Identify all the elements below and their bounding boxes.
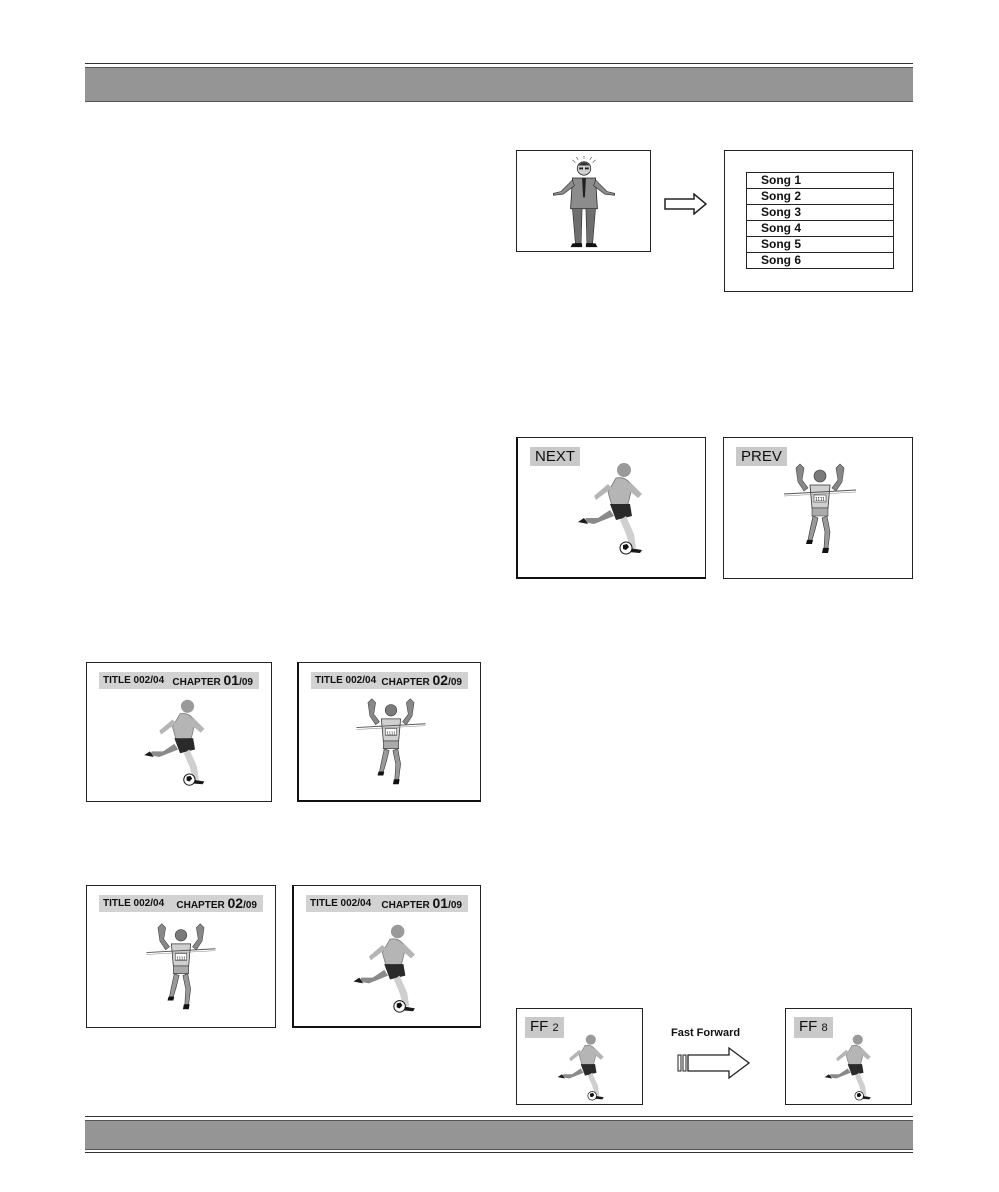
ff-before-osd: FF 2 [525,1017,564,1038]
header-rule-top [85,63,913,64]
chapter-counter: CHAPTER 01/09 [381,895,462,911]
prev-osd-label: PREV [736,447,787,466]
chapter-frame-row2-left [86,885,276,1028]
title-chapter-osd [99,672,259,689]
title-counter: TITLE 002/04 [103,675,165,686]
menu-demo-frame-song-list [724,150,913,292]
soccer-player-icon [549,1031,621,1103]
skip-next-frame [516,437,706,579]
shrugging-man-icon [529,155,639,251]
soccer-player-icon [816,1031,888,1103]
ff-before-frame [516,1008,643,1105]
title-counter: TITLE 002/04 [310,898,372,909]
song-item-4[interactable]: Song 4 [746,221,894,237]
soccer-player-icon [566,458,666,558]
skip-prev-frame [723,437,913,579]
fast-forward-caption: Fast Forward [671,1027,741,1039]
soccer-player-icon [133,695,227,789]
title-counter: TITLE 002/04 [103,898,165,909]
ff-after-osd: FF 8 [794,1017,833,1038]
next-osd-label: NEXT [530,447,580,466]
chapter-counter: CHAPTER 02/09 [176,895,257,911]
footer-rule-top [85,1116,913,1117]
title-chapter-osd [311,672,468,689]
chapter-counter: CHAPTER 01/09 [172,672,253,688]
right-arrow-icon [664,193,708,215]
song-item-5[interactable]: Song 5 [746,237,894,253]
chapter-frame-row1-left [86,662,272,802]
soccer-player-icon [342,920,438,1016]
ff-after-frame [785,1008,912,1105]
runner-icon [770,458,870,558]
runner-icon [133,918,229,1014]
song-list [746,172,894,269]
title-counter: TITLE 002/04 [315,675,377,686]
chapter-frame-row2-right [292,885,481,1028]
header-bar [85,67,913,102]
chapter-frame-row1-right [297,662,481,802]
song-item-6[interactable]: Song 6 [746,253,894,269]
song-item-3[interactable]: Song 3 [746,205,894,221]
runner-icon [343,693,439,789]
title-chapter-osd [306,895,468,912]
song-item-1[interactable]: Song 1 [746,172,894,189]
song-item-2[interactable]: Song 2 [746,189,894,205]
footer-rule-bottom [85,1152,913,1153]
title-chapter-osd [99,895,263,912]
fast-forward-arrow-icon [677,1046,751,1082]
footer-bar [85,1120,913,1150]
menu-demo-frame-figure [516,150,651,252]
chapter-counter: CHAPTER 02/09 [381,672,462,688]
